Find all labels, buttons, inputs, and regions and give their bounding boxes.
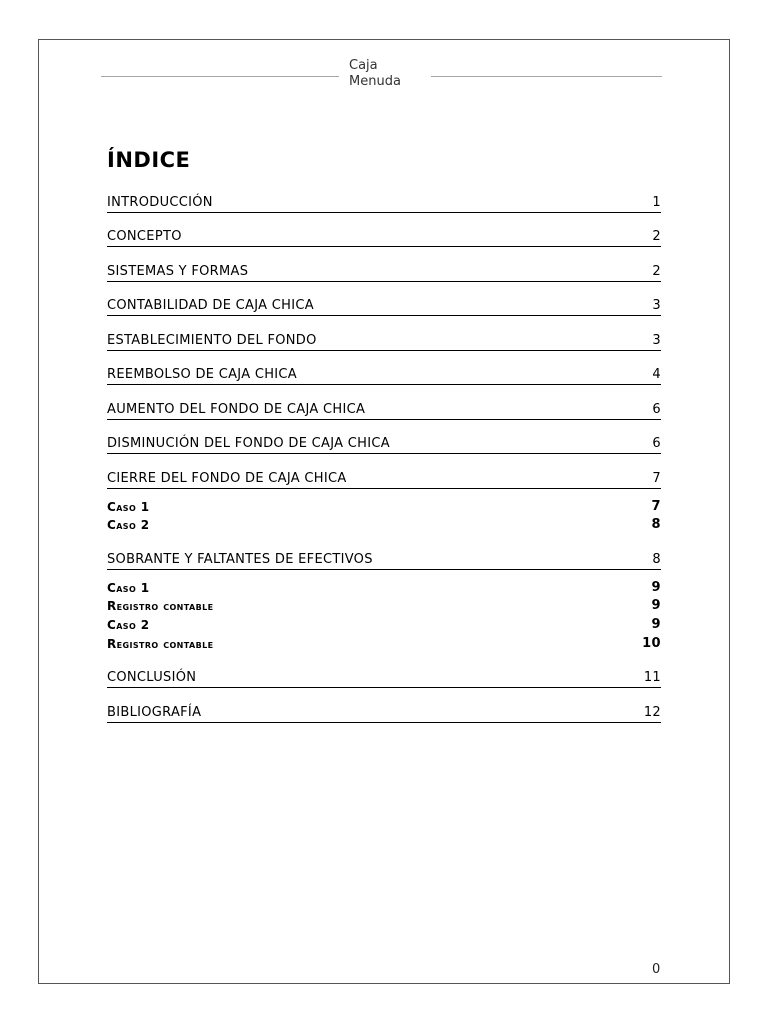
- toc-entry-page: 7: [652, 471, 661, 486]
- toc-entry-label[interactable]: CONCEPTO: [107, 229, 182, 244]
- toc-entry-page: 3: [652, 298, 661, 313]
- toc-subentry-label[interactable]: Caso 2: [107, 618, 150, 632]
- toc-entry-page: 2: [652, 229, 661, 244]
- toc-entry-label[interactable]: BIBLIOGRAFÍA: [107, 705, 202, 720]
- toc-entry-page: 3: [652, 333, 661, 348]
- page-header: [101, 58, 662, 98]
- header-title: [349, 58, 401, 90]
- toc-entry-disminucion[interactable]: [107, 437, 661, 454]
- toc-subentry-sobrante-caso-1[interactable]: [107, 581, 661, 596]
- toc-entry-label[interactable]: AUMENTO DEL FONDO DE CAJA CHICA: [107, 402, 366, 417]
- toc-entry-label[interactable]: CIERRE DEL FONDO DE CAJA CHICA: [107, 471, 347, 486]
- toc-entry-concepto[interactable]: [107, 230, 661, 247]
- toc-entry-sistemas-y-formas[interactable]: [107, 265, 661, 282]
- header-title-line1: Caja: [349, 58, 378, 73]
- toc-entry-bibliografia[interactable]: [107, 706, 661, 723]
- toc-entry-label[interactable]: INTRODUCCIÓN: [107, 195, 213, 210]
- toc-subentry-page: 10: [642, 636, 661, 651]
- toc-entry-conclusion[interactable]: [107, 671, 661, 688]
- toc-entry-reembolso[interactable]: [107, 368, 661, 385]
- document-page: [38, 39, 730, 984]
- toc-subentry-cierre-caso-1[interactable]: [107, 500, 661, 515]
- toc-entry-label[interactable]: SOBRANTE Y FALTANTES DE EFECTIVOS: [107, 552, 373, 567]
- toc-entry-label[interactable]: CONTABILIDAD DE CAJA CHICA: [107, 298, 314, 313]
- toc-entry-page: 4: [652, 367, 661, 382]
- toc-subentry-sobrante-caso-2[interactable]: [107, 618, 661, 633]
- toc-entry-introduccion[interactable]: [107, 196, 661, 213]
- toc-subentry-sobrante-registro-2[interactable]: [107, 637, 661, 652]
- toc-subentry-label[interactable]: Registro contable: [107, 599, 214, 613]
- toc-entry-page: 8: [652, 552, 661, 567]
- toc-subentry-page: 7: [651, 499, 661, 514]
- toc-subentry-page: 8: [651, 517, 661, 532]
- toc-entry-page: 6: [652, 402, 661, 417]
- toc-entry-sobrante[interactable]: [107, 553, 661, 570]
- toc-entry-label[interactable]: SISTEMAS Y FORMAS: [107, 264, 249, 279]
- footer-page-number: 0: [652, 962, 661, 977]
- toc-entry-cierre[interactable]: [107, 472, 661, 489]
- header-rule-right: [431, 76, 662, 77]
- toc-heading: ÍNDICE: [107, 148, 191, 172]
- toc-subentry-page: 9: [651, 617, 661, 632]
- toc-entry-label[interactable]: REEMBOLSO DE CAJA CHICA: [107, 367, 297, 382]
- toc-entry-label[interactable]: DISMINUCIÓN DEL FONDO DE CAJA CHICA: [107, 436, 390, 451]
- toc-subentry-label[interactable]: Registro contable: [107, 637, 214, 651]
- header-title-line2: Menuda: [349, 74, 401, 89]
- header-rule-left: [101, 76, 339, 77]
- toc-subentry-label[interactable]: Caso 1: [107, 500, 150, 514]
- toc-subentry-page: 9: [651, 580, 661, 595]
- toc-entry-page: 1: [652, 195, 661, 210]
- toc-entry-aumento[interactable]: [107, 403, 661, 420]
- toc-entry-page: 6: [652, 436, 661, 451]
- toc-entry-page: 2: [652, 264, 661, 279]
- toc-entry-label[interactable]: ESTABLECIMIENTO DEL FONDO: [107, 333, 317, 348]
- toc-entry-establecimiento[interactable]: [107, 334, 661, 351]
- toc-subentry-sobrante-registro-1[interactable]: [107, 599, 661, 614]
- toc-subentry-cierre-caso-2[interactable]: [107, 518, 661, 533]
- toc-entry-page: 11: [643, 670, 661, 685]
- toc-entry-page: 12: [643, 705, 661, 720]
- toc-entry-contabilidad[interactable]: [107, 299, 661, 316]
- toc-entry-label[interactable]: CONCLUSIÓN: [107, 670, 197, 685]
- toc-subentry-label[interactable]: Caso 2: [107, 518, 150, 532]
- toc-subentry-page: 9: [651, 598, 661, 613]
- toc-subentry-label[interactable]: Caso 1: [107, 581, 150, 595]
